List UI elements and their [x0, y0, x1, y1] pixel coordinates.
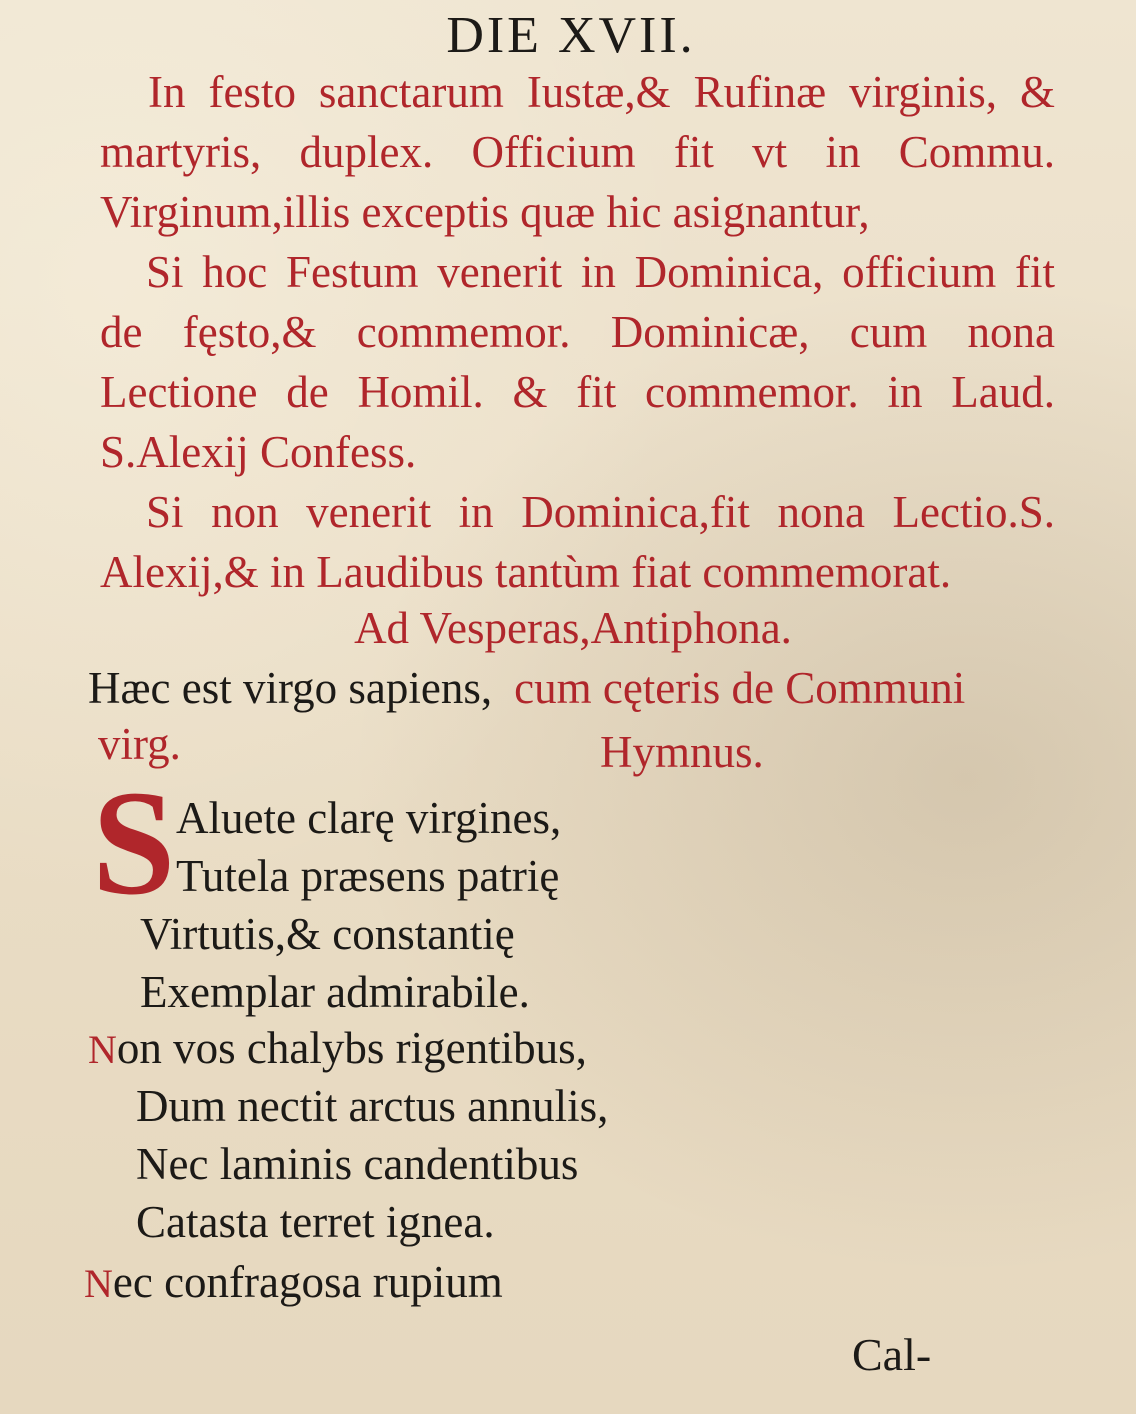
- catchword: Cal-: [852, 1329, 932, 1380]
- hymn-line-9: Nec confragosa rupium: [84, 1257, 503, 1307]
- rubric-paragraph-2: Si hoc Festum venerit in Dominica, officium fit de fęsto,& commemor. Dominicæ, cum nona Lectione de Homil. & fit commemor. in Laud. S.Alexij Confess.: [100, 247, 1055, 477]
- hymn-label: Hymnus.: [600, 727, 764, 777]
- hymn-line-8: Catasta terret ignea.: [136, 1197, 495, 1247]
- page-title: DIE XVII.: [446, 7, 696, 64]
- hymn-line-1: Aluete clarę virgines,: [176, 793, 562, 843]
- vespers-heading: Ad Vesperas,Antiphona.: [354, 603, 792, 653]
- antiphon-rubric-continuation: virg.: [98, 719, 181, 769]
- antiphon-incipit: Hæc est virgo sapiens,: [88, 663, 493, 713]
- hymn-line-5: Non vos chalybs rigentibus,: [88, 1023, 587, 1073]
- rubric-paragraph-3: Si non venerit in Dominica,fit nona Lectio.S. Alexij,& in Laudibus tantùm fiat commemorat.: [100, 487, 1055, 597]
- hymn-line-2: Tutela præsens patrię: [176, 851, 560, 901]
- hymn-line-4: Exemplar admirabile.: [140, 967, 530, 1017]
- rubric-paragraph-1: In festo sanctarum Iustæ,& Rufinæ virginis, & martyris, duplex. Officium fit vt in Commu. Virginum,illis exceptis quæ hic asignantur,: [100, 67, 1055, 237]
- antiphon-rubric: cum cęteris de Communi: [514, 663, 966, 713]
- hymn-initial: N: [84, 1261, 113, 1306]
- hymn-line-6: Dum nectit arctus annulis,: [136, 1081, 609, 1131]
- hymn-line-3: Virtutis,& constantię: [140, 909, 515, 959]
- antiphon-line: [88, 662, 965, 714]
- hymn-line-7: Nec laminis candentibus: [136, 1139, 579, 1189]
- hymn-initial: N: [88, 1027, 117, 1072]
- hymn-drop-cap: S: [92, 760, 176, 926]
